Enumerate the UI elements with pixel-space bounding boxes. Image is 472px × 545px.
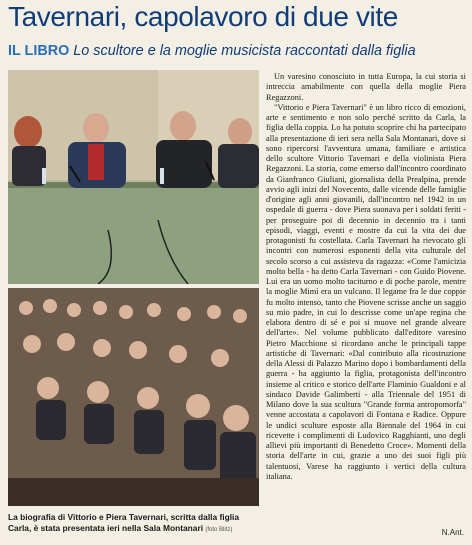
photo-caption — [8, 512, 260, 536]
article-paragraph: Un varesino conosciuto in tutta Europa, la cui storia si intreccia amabilmente con quella della moglie Piera Regazzoni. — [266, 72, 466, 102]
kicker: IL LIBRO — [8, 43, 70, 59]
deck: Lo scultore e la moglie musicista raccontati dalla figlia — [73, 43, 416, 59]
article-body — [266, 72, 466, 482]
panel-photo — [8, 70, 259, 284]
panel-photo-illustration — [8, 70, 259, 284]
caption-credit: (foto Blitz) — [205, 527, 233, 533]
audience-photo — [8, 288, 259, 506]
article-paragraph: "Vittorio e Piera Tavernari" è un libro ricco di emozioni, arte e sentimento e non solo perché scritto da Carla, la figlia della coppia. Lo ha potuto scoprire chi ha partecipato alla presentazione di ieri sera nella Sala Montanari, dove si sono ripercorsi l'avventura umana, familiare e artistica dello scultore Vittorio Tavernari e della violinista Piera Regazzoni. La storia, come emerso dall'incontro coordinato da Gianfranco Giuliani, giornalista della Prealpina, prende avvio agli inizi del Novecento, dalle vicende delle famiglie d'origine agli anni giovanili, dall'incontro nel 1942 in un ospedale di guerra - dove Piera suonava per i soldati feriti - per proseguire poi di decennio in decennio tra i tanti episodi, viaggi, eventi e mostre da cui la vita dei due protagonisti fu costellata. Carla Tavernari ha rievocato gli incontri con numerosi esponenti della vita culturale del secolo scorso a cui assisteva da ragazza: «Come l'amicizia molto bella - ha detto Carla Tavernari - con Guido Piovene. Lui era un uomo molto taciturno e di poche parole, mentre la moglie Mimì era un vulcano. Il legame fra le due coppie fu molto intenso, tanto che Piovene scrisse anche un saggio su mio padre, in cui lo descrisse come un'ape regina che elabora dentro di sé e poi si muove nel grande alveare dell'arte». Nel volume pubblicato dall'editore varesino Pietro Macchione si ricordano anche le principali tappe artistiche di Tavernari: «Dal contributo alla ricostruzione della Alessi di Palazzo Marino dopo i bombardamenti della guerra - ha aggiunto la figlia, protagonista dell'incontro insieme al critico e storico dell'arte Flaminio Gualdoni e al sindaco Davide Galimberti - alla Triennale del 1951 di Milano dove la sua scultura "Grande forma antropomorfa" venne accostata a capolavori di Fontana e Radice. Oppure le undici sculture esposte alla Biennale del 1964 in cui ricevette i complimenti di Ludovico Ragghianti, uno degli allievi più importanti di Benedetto Croce». Momenti della storia dell'arte in cui, grazie a uno dei suoi figli più talentuosi, Varese ha raggiunto i vertici della cultura italiana. — [266, 102, 466, 481]
audience-photo-illustration — [8, 288, 259, 506]
author-signature: N.Ant. — [441, 528, 464, 537]
headline: Tavernari, capolavoro di due vite — [8, 1, 398, 32]
caption-text: La biografia di Vittorio e Piera Tavernari, scritta dalla figlia Carla, è stata presentata ieri nella Sala Montanari — [8, 512, 240, 533]
kicker-row — [8, 41, 468, 61]
